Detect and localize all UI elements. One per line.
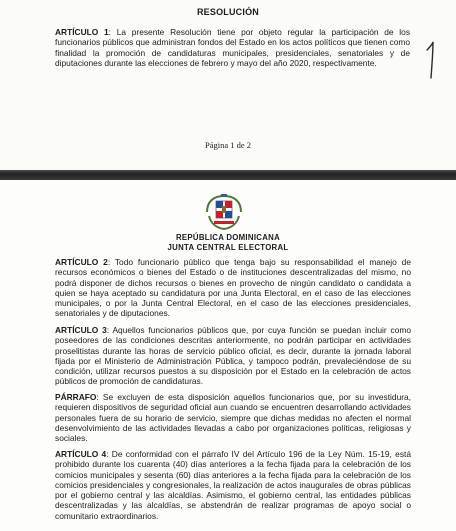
- article-2: [55, 257, 411, 319]
- issuer-header: [0, 233, 456, 252]
- coat-of-arms-icon: [203, 190, 245, 232]
- handwritten-mark-icon: [424, 38, 438, 80]
- institution-name: JUNTA CENTRAL ELECTORAL: [167, 242, 289, 252]
- article-4: [55, 449, 411, 521]
- article-3-label: ARTÍCULO 3: [55, 325, 107, 335]
- page-separator: [0, 170, 456, 180]
- document-page-2: [0, 180, 456, 531]
- article-4-text: : De conformidad con el párrafo IV del Artículo 196 de la Ley Núm. 15-19, está prohibido durante los cuarenta (40) días anteriores a la fecha fijada para la celebración de los comicios municipales y sesenta (60) días anteriores a la fecha fijada para la celebración de los comicios presidenciales y congresionales, la realización de actos inaugurales de obras públicas por el gobierno central y las alcaldías. Asimismo, el gobierno central, las entidades públicas descentralizadas y las alcaldías, se abstendrán de realizar programas de apoyo social o comunitario extraordinarios.: [55, 449, 411, 521]
- article-3: [55, 325, 411, 387]
- article-1-text: : La presente Resolución tiene por objeto regular la participación de los funcionarios públicos que administran fondos del Estado en los actos políticos que tienen como finalidad la promoción de candidaturas municipales, presidenciales, senatoriales y de diputaciones durante las elecciones de febrero y mayo del año 2020, respectivamente.: [55, 27, 411, 68]
- article-2-text: : Todo funcionario público que tenga bajo su responsabilidad el manejo de recursos económicos o bienes del Estado o de instituciones descentralizadas del mismo, no podrá disponer de dichos recursos o bienes en provecho de ningún candidato o candidata a quien se haya aceptado su candidatura por una Junta Electoral, en el caso de las elecciones municipales, o por la Junta Central Electoral, en el caso de las elecciones presidenciales, senatoriales y de diputaciones.: [55, 257, 411, 319]
- article-1-label: ARTÍCULO 1: [55, 27, 109, 37]
- document-page-1: [0, 0, 456, 170]
- parrafo-label: PÁRRAFO: [55, 392, 97, 402]
- parrafo-text: : Se excluyen de esta disposición aquellos funcionarios que, por su investidura, requieren dispositivos de seguridad oficial aun cuando se encuentren desarrollando actividades personales fuera de su horario de servicio, siempre que dichas medidas no afecten el normal desenvolvimiento de las actividades llevadas a cabo por organizaciones políticas, religiosas y sociales.: [55, 392, 411, 444]
- resolution-title: RESOLUCIÓN: [196, 7, 259, 17]
- article-4-label: ARTÍCULO 4: [55, 449, 107, 459]
- page-number: Página 1 de 2: [204, 140, 252, 150]
- country-name: REPÚBLICA DOMINICANA: [175, 233, 281, 242]
- article-2-label: ARTÍCULO 2: [55, 257, 108, 267]
- article-1: [55, 27, 410, 68]
- article-3-text: : Aquellos funcionarios públicos que, por cuya función se puedan incluir como poseedores de las condiciones descritas anteriormente, no podrán participar en actividades proselitistas durante las horas de servicio público oficial, es decir, durante la jornada laboral fijada por el Ministerio de Administración Pública, y tampoco podrán, prevaleciéndose de su condición, utilizar recursos puestos a su disposición por el Estado en la celebración de actos públicos de promoción de candidaturas.: [55, 325, 412, 387]
- parrafo: [55, 392, 411, 443]
